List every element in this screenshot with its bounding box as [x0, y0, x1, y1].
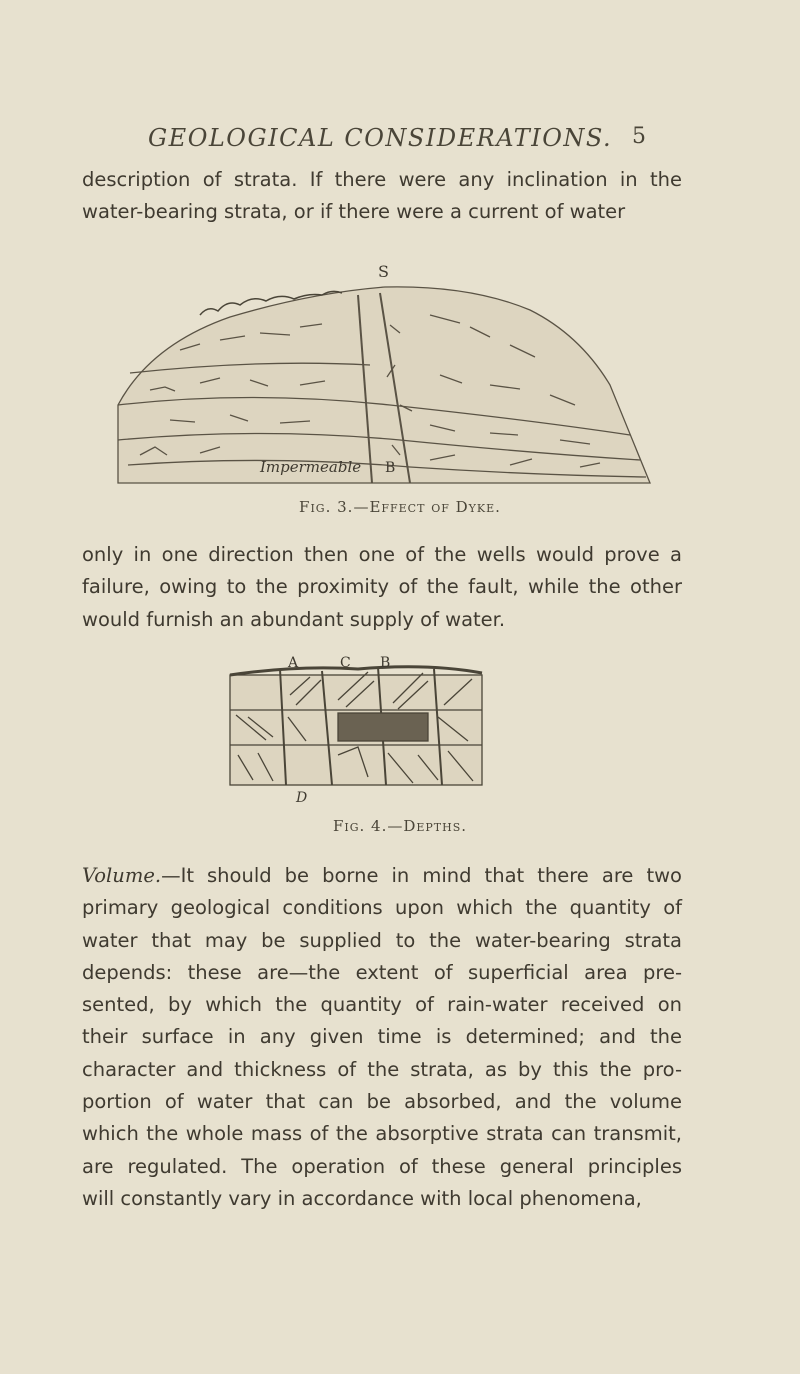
paragraph-3: [82, 860, 682, 1215]
label-b: B: [380, 655, 391, 671]
text-line: portion of water that can be absorbed, and the volume: [82, 1090, 682, 1114]
paragraph-1: [82, 164, 682, 229]
figure-3-dyke-illustration: [110, 255, 670, 495]
label-impermeable: Impermeable: [260, 458, 362, 476]
label-c: C: [340, 655, 351, 671]
text-line: failure, owing to the proximity of the fault, while the other: [82, 575, 682, 599]
text-line: description of strata. If there were any inclination in the: [82, 168, 682, 191]
text-run: —It should be borne in mind that there are two: [161, 864, 682, 887]
figure-3-caption: [0, 498, 800, 516]
text-line: character and thickness of the strata, as by this the pro-: [82, 1057, 682, 1081]
text-line: would furnish an abundant supply of water.: [82, 607, 506, 631]
caption-label: Fig. 3.: [299, 498, 354, 516]
text-line: are regulated. The operation of these general principles: [82, 1154, 682, 1178]
text-line: primary geological conditions upon which the quantity of: [82, 896, 682, 920]
caption-text: —Effect of Dyke.: [353, 498, 501, 516]
label-d: D: [296, 790, 308, 805]
text-line: only in one direction then one of the wells would prove a: [82, 543, 682, 566]
running-title: GEOLOGICAL CONSIDERATIONS.: [148, 124, 613, 152]
label-b: B: [385, 460, 396, 476]
text-line: water-bearing strata, or if there were a current of water: [82, 200, 626, 224]
label-a: A: [288, 655, 299, 671]
figure-4-caption: [0, 817, 800, 835]
text-line: which the whole mass of the absorptive strata can transmit,: [82, 1122, 682, 1146]
volume-heading: Volume.: [82, 864, 162, 887]
text-line: sented, by which the quantity of rain-water received on: [82, 993, 682, 1017]
caption-label: Fig. 4.: [332, 817, 388, 835]
caption-text: —Depths.: [387, 817, 468, 835]
paragraph-2: [82, 539, 682, 636]
label-s: S: [378, 262, 389, 281]
text-line: depends: these are—the extent of superficial area pre-: [82, 960, 682, 984]
running-head: [0, 124, 800, 154]
page-number: 5: [632, 124, 646, 149]
text-line: will constantly vary in accordance with local phenomena,: [82, 1186, 642, 1210]
figure-4-depths-illustration: [228, 655, 488, 805]
text-line: their surface in any given time is determined; and the: [82, 1025, 682, 1049]
text-line: [82, 860, 682, 892]
text-line: water that may be supplied to the water-bearing strata: [82, 928, 682, 952]
